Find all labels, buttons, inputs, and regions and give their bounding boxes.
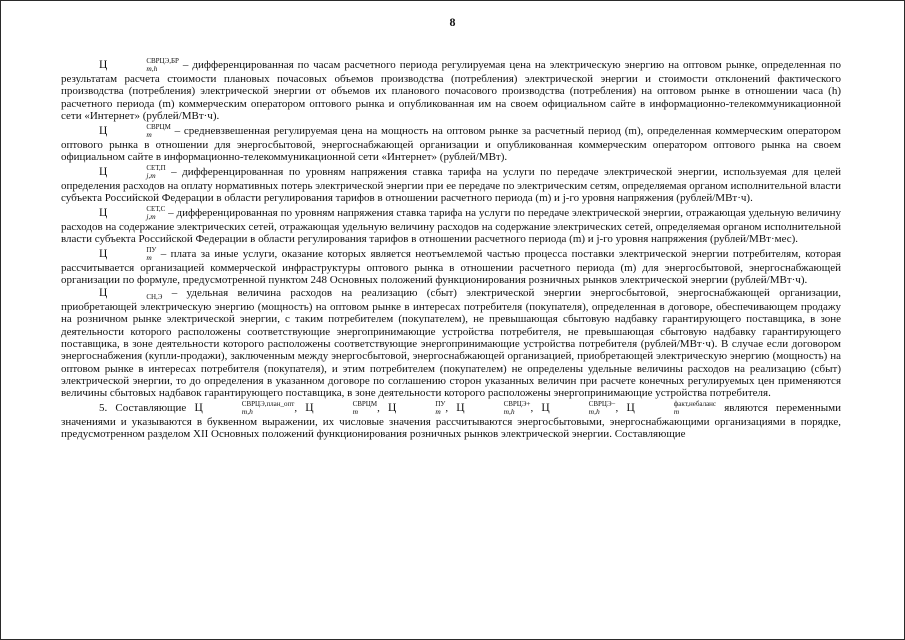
definition-paragraph [61, 205, 841, 246]
symbol-separator: , [377, 401, 380, 414]
symbol-separator: , [294, 401, 298, 414]
definition-paragraph [61, 164, 841, 205]
formula-symbol: Ц СВРЦЭ,план_опт m,h [194, 399, 295, 416]
section-5-text: являются переменными значениями и указываются в буквенном выражении, их числовые значения рассчитываются энергосбытовыми, энергоснабжающими организациями в порядке, предусмотренном разделом XII Основных положений функционирования розничных рынков электрической энергии. Составляющие [61, 401, 842, 441]
formula-symbol: Ц СВРЦМ m [305, 399, 378, 416]
symbol-separator: , [615, 401, 619, 414]
definition-text: – удельная величина расходов на реализацию (сбыт) электрической энергии энергосбытовой, энергоснабжающей организации, приобретающей электрическую энергию (мощность) на оптовом рынке в интересах потребителя (покупателя), определенная в договоре, обеспечивающем продажу на розничном рынке электрической энергии, с таким потребителем (покупателем), не превышающая сбытовую надбавку гарантирующего поставщика, в зоне деятельности которого расположены соответствующие энергопринимающие устройства потребителя, не превышающая сбытовую надбавку гарантирующего поставщика, в зоне деятельности которого расположены соответствующие энергопринимающие устройства потребителя (рублей/МВт·ч). В случае если договором энергоснабжения (купли-продажи), заключенным между энергосбытовой, энергоснабжающей организацией, приобретающей электрическую энергию (мощность) на оптовом рынке в интересах потребителя (покупателя), и этим потребителем (покупателем) не определены удельные величины расходов на реализацию (сбыт) электрической энергии, то до определения в указанном договоре по соглашению сторон указанных величин при расчете конечных регулируемых цен применяются величины сбытовых надбавок гарантирующего поставщика, в зоне деятельности которого расположены энергопринимающие устройства потребителя. [61, 287, 842, 400]
section-5-paragraph [61, 400, 841, 441]
formula-symbol: Ц факт,небаланс m [626, 399, 717, 416]
definition-paragraph [61, 57, 841, 122]
definition-text: – средневзвешенная регулируемая цена на мощность на оптовом рынке за расчетный период (m), определенная коммерческим оператором оптового рынка в отношении для энергосбытовой, энергоснабжающей организации и опубликованная коммерческим оператором оптового рынка на своем официальном сайте в информационно-телекоммуникационной сети «Интернет» (рублей/МВт). [61, 124, 842, 163]
document-body [61, 57, 841, 441]
definition-text: – плата за иные услуги, оказание которых является неотъемлемой частью процесса поставки электрической энергии потребителям, которая рассчитывается организацией коммерческой инфраструктуры оптового рынка в отношении расчетного периода (m) для энергосбытовой, энергоснабжающей организации по формуле, предусмотренной пунктом 248 Основных положений функционирования розничных рынков электрической энергии (рублей/МВт·ч). [61, 247, 842, 287]
formula-symbol: Ц ПУ m [99, 245, 157, 262]
formula-symbol: Ц СЕТ,С j,m [99, 204, 166, 221]
page-number: 8 [449, 15, 456, 29]
formula-symbol: Ц СВРЦЭ,БР m,h [99, 57, 179, 73]
definition-text: – дифференцированная по уровням напряжения ставка тарифа на услуги по передаче электрической энергии, отражающая удельную величину расходов на содержание электрических сетей, отражающая удельную величину расходов на содержание электрических сетей, определяемая органом исполнительной власти субъекта Российской Федерации в области регулирования тарифов в отношении расчетного периода (m) и j-го уровня напряжения (рублей/МВт·мес). [61, 206, 841, 246]
definition-paragraph [61, 123, 841, 164]
definition-text: – дифференцированная по часам расчетного периода регулируемая цена на электрическую энергию на оптовом рынке, определенная по результатам расчета стоимости плановых почасовых объемов производства (потребления) электрической энергии и стоимости отклонений фактического производства (потребления) электрической энергии от объемов их планового почасового производства (потребления) на оптовом рынке в отношении часа (h) расчетного периода (m) коммерческим оператором оптового рынка и опубликованная им на своем официальном сайте в информационно-телекоммуникационной сети «Интернет» (рублей/МВт·ч). [61, 59, 841, 122]
symbol-separator: , [530, 401, 534, 414]
formula-symbol: Ц СВРЦМ m [99, 122, 171, 139]
section-5-intro: 5. Составляющие [99, 401, 187, 414]
formula-symbol: Ц СВРЦЭ− m,h [541, 399, 616, 416]
symbol-separator: , [445, 401, 449, 414]
formula-symbol: Ц СВРЦЭ+ m,h [456, 399, 531, 416]
formula-symbol: Ц СЕТ,П j,m [99, 163, 166, 180]
definition-paragraph [61, 287, 841, 399]
formula-symbol: Ц СН,Э [99, 287, 163, 302]
formula-symbol: Ц ПУ m [388, 399, 446, 416]
definition-text: – дифференцированная по уровням напряжения ставка тарифа на услуги по передаче электрической энергии, используемая для целей определения расходов на оплату нормативных потерь электрической энергии при ее передаче по электрическим сетям, определяемая органом исполнительной власти субъекта Российской Федерации в области регулирования тарифов в отношении расчетного периода (m) и j-го уровня напряжения (рублей/МВт·ч). [61, 165, 841, 205]
definition-paragraph [61, 246, 841, 287]
